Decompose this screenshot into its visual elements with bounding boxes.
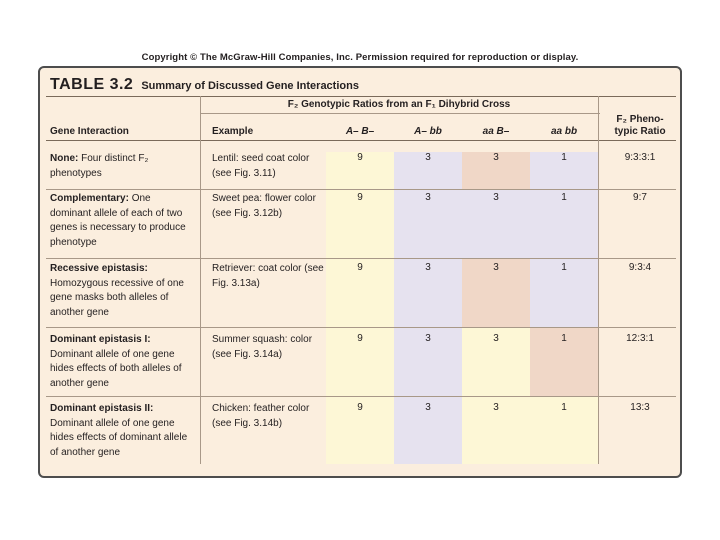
row4-example: Summer squash: color (see Fig. 3.14a) (212, 334, 313, 360)
rule-top (46, 96, 676, 97)
copyright-notice: Copyright © The McGraw-Hill Companies, Inc. Permission required for reproduction or display. (141, 52, 579, 63)
table-title: Summary of Discussed Gene Interactions (141, 80, 359, 92)
group-header: F₂ Genotypic Ratios from an F₁ Dihybrid Cross (287, 99, 511, 110)
row5-abb: 3 (425, 402, 431, 413)
table-panel (38, 66, 682, 478)
row5-interaction (50, 402, 190, 460)
row2-name: Complementary: (50, 193, 129, 204)
row4-aab: 3 (493, 333, 499, 344)
row5-aab: 3 (493, 402, 499, 413)
row2-ab: 9 (357, 192, 363, 203)
row2-aab: 3 (493, 192, 499, 203)
row3-ab: 9 (357, 262, 363, 273)
table-label: TABLE 3.2 (50, 76, 134, 93)
row2-example: Sweet pea: flower color (see Fig. 3.12b) (212, 193, 316, 219)
row2-interaction (50, 192, 190, 250)
row3-aab: 3 (493, 262, 499, 273)
rule-row3 (46, 327, 676, 328)
row4-ab: 9 (357, 333, 363, 344)
row3-name: Recessive epistasis: (50, 263, 148, 274)
row2-abb: 3 (425, 192, 431, 203)
ratio-header-line2: typic Ratio (614, 126, 666, 137)
row1-desc: Four distinct F₂ phenotypes (50, 153, 149, 179)
row3-ratio: 9:3:4 (628, 262, 652, 273)
table-title-row (50, 76, 359, 94)
row5-example: Chicken: feather color (see Fig. 3.14b) (212, 403, 310, 429)
col-header-aabb: aa bb (550, 126, 578, 137)
col-header-abb: A– bb (414, 126, 442, 137)
row1-example: Lentil: seed coat color (see Fig. 3.11) (212, 153, 310, 179)
row5-aabb: 1 (561, 402, 567, 413)
row5-ab: 9 (357, 402, 363, 413)
row3-aabb: 1 (561, 262, 567, 273)
row1-aabb: 1 (561, 152, 567, 163)
row4-ratio: 12:3:1 (626, 333, 654, 344)
row3-abb: 3 (425, 262, 431, 273)
row5-desc: Dominant allele of one gene hides effects of dominant allele of another gene (50, 417, 188, 458)
rule-row2 (46, 258, 676, 259)
row1-ab: 9 (357, 152, 363, 163)
col-header-ab: A– B– (345, 126, 375, 137)
row4-interaction (50, 333, 195, 391)
row1-ratio: 9:3:3:1 (624, 152, 656, 163)
col-header-aab: aa B– (482, 126, 510, 137)
row5-name: Dominant epistasis II: (50, 403, 154, 414)
row4-abb: 3 (425, 333, 431, 344)
col-header-example: Example (212, 126, 254, 137)
row4-name: Dominant epistasis I: (50, 334, 151, 345)
rule-header (46, 140, 676, 141)
rule-row4 (46, 396, 676, 397)
row1-aab: 3 (493, 152, 499, 163)
rule-group (200, 113, 600, 114)
row4-desc: Dominant allele of one gene hides effects of both alleles of another gene (50, 348, 182, 389)
row4-aabb: 1 (561, 333, 567, 344)
row1-interaction (50, 152, 195, 181)
col-header-ratio (598, 114, 682, 138)
row1-name: None: (50, 153, 79, 164)
row2-aabb: 1 (561, 192, 567, 203)
row3-interaction (50, 262, 185, 320)
row2-desc: One dominant allele of each of two genes is necessary to produce phenotype (50, 193, 186, 248)
rule-row1 (46, 189, 676, 190)
ratio-header-line1: F₂ Pheno- (616, 114, 664, 125)
row2-ratio: 9:7 (633, 192, 647, 203)
row1-abb: 3 (425, 152, 431, 163)
row3-desc: Homozygous recessive of one gene masks both alleles of another gene (50, 277, 184, 318)
rule-col1 (200, 96, 201, 464)
col-header-interaction: Gene Interaction (50, 126, 129, 137)
row3-example: Retriever: coat color (see Fig. 3.13a) (212, 263, 324, 289)
row5-ratio: 13:3 (630, 402, 650, 413)
